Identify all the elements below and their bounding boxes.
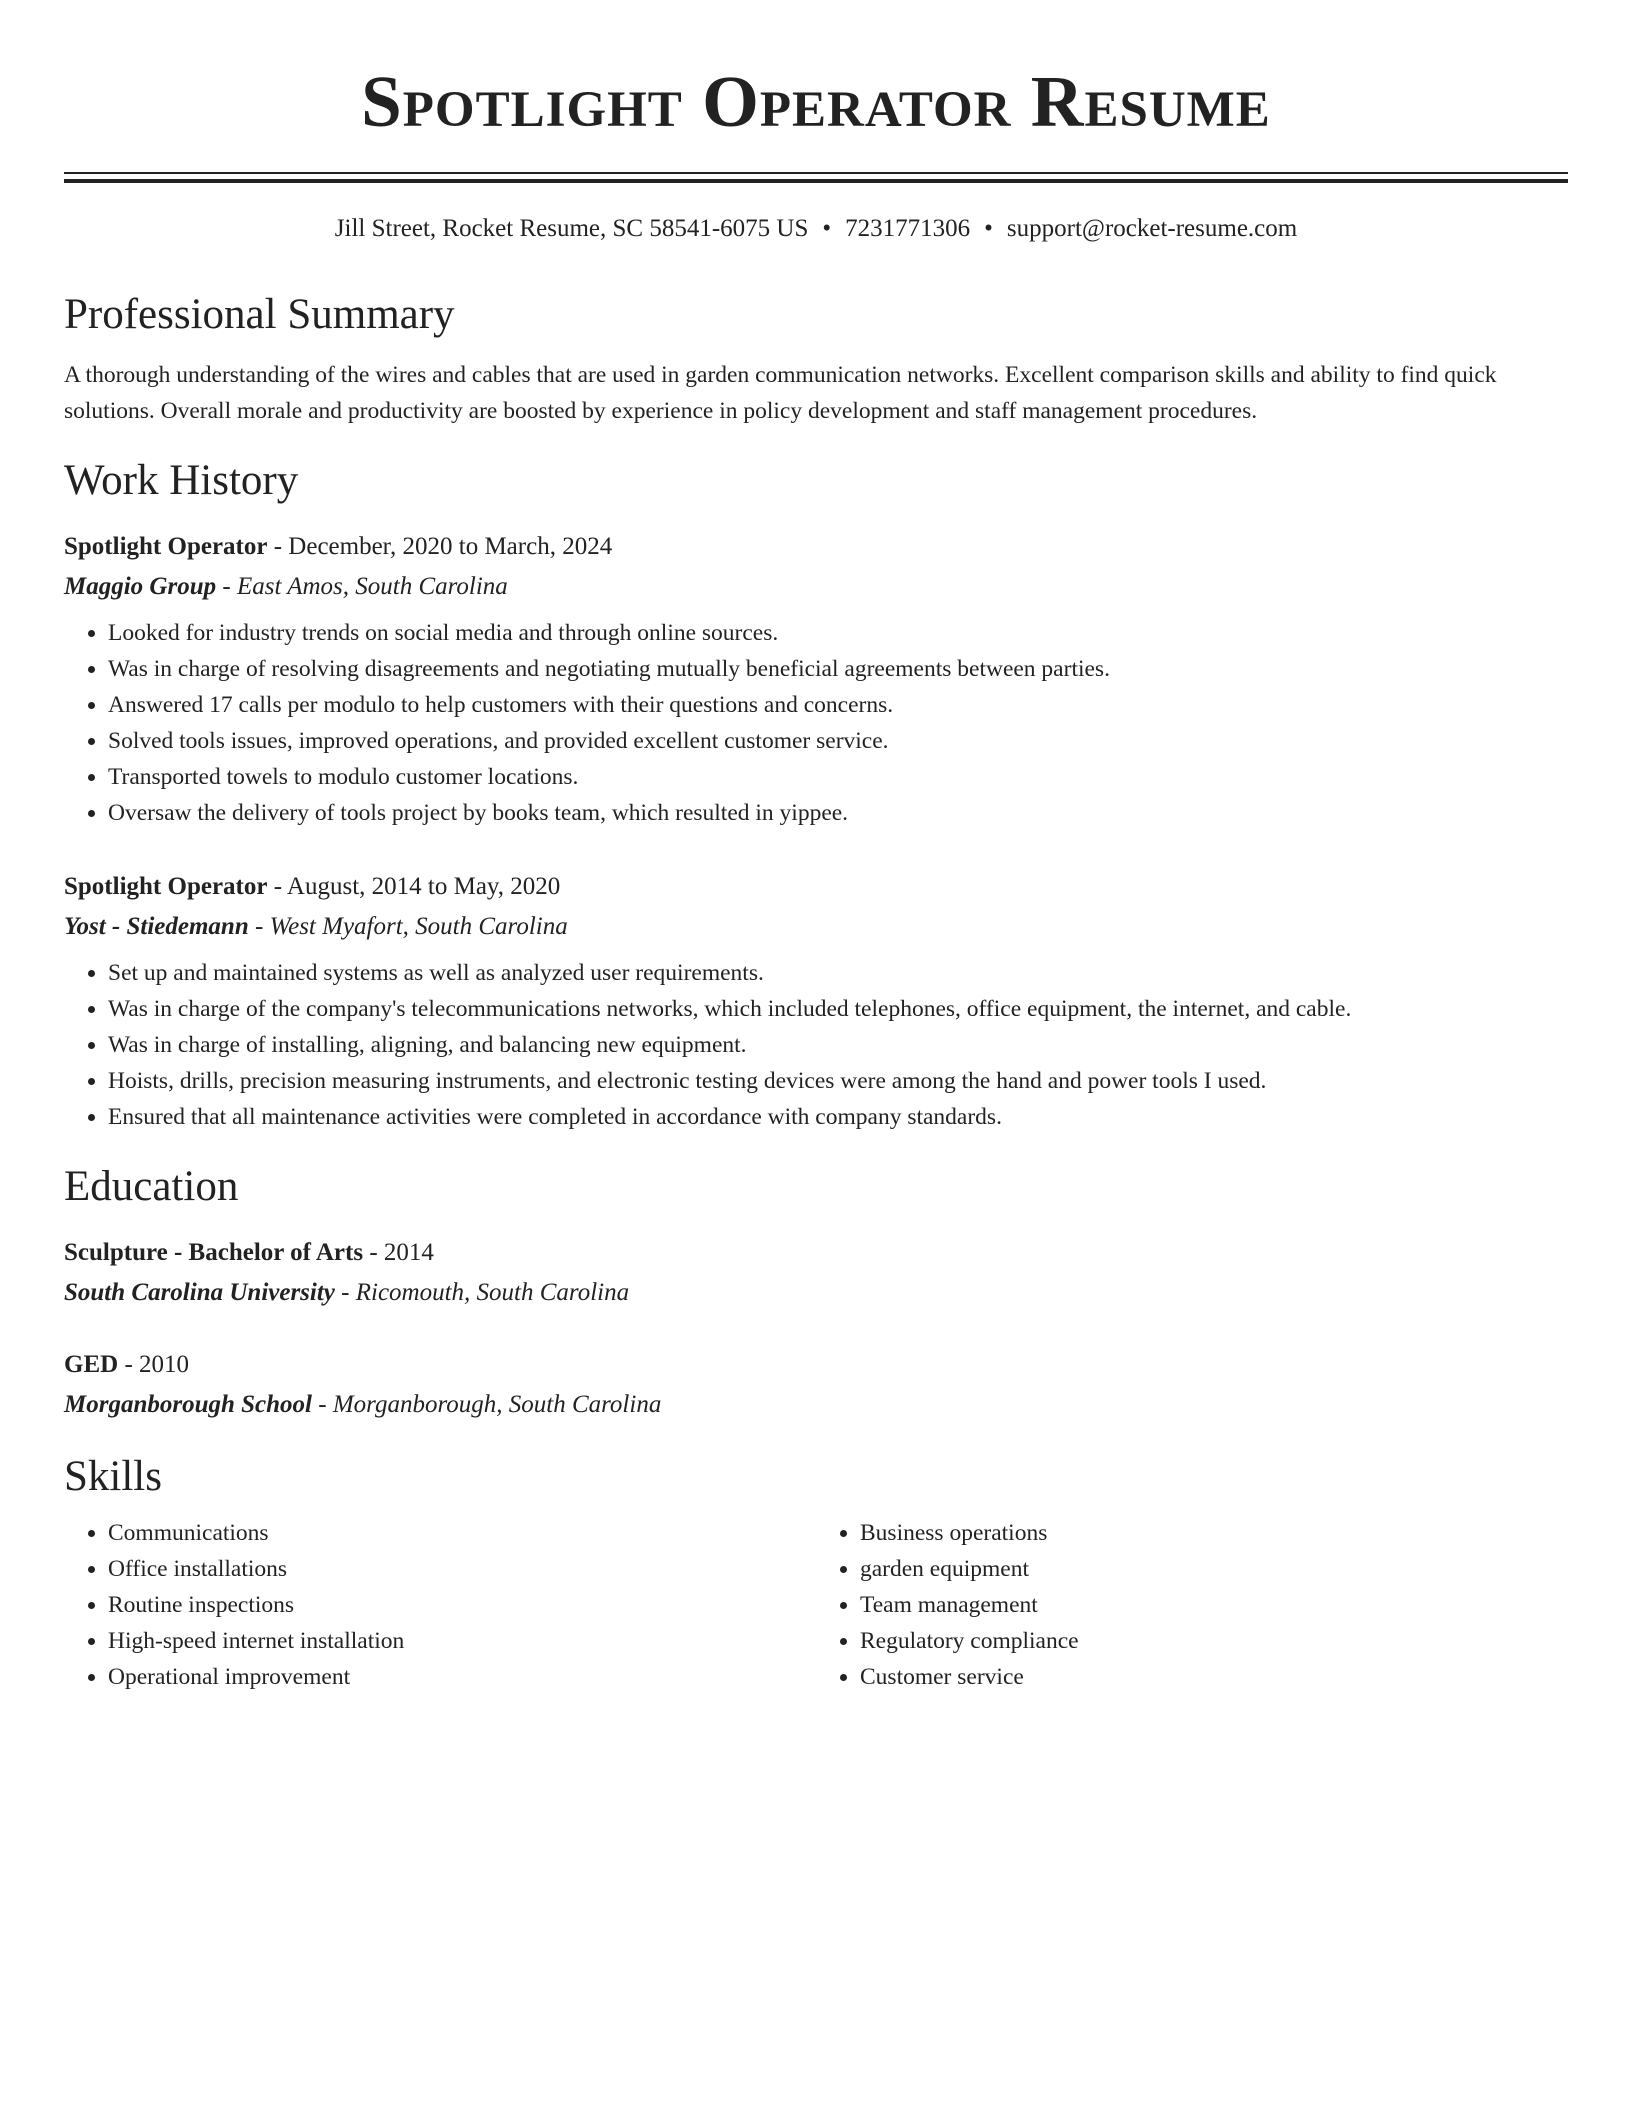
title-rule-thick <box>64 179 1568 183</box>
job-company: Maggio Group <box>64 573 217 600</box>
education-heading: Education <box>64 1163 239 1210</box>
skill-item: • Business operations <box>860 1515 1568 1551</box>
contact-separator: • <box>984 215 993 242</box>
skill-item: • Regulatory compliance <box>860 1623 1568 1659</box>
education-degree: Sculpture - Bachelor of Arts <box>64 1239 364 1266</box>
job-bullet: • Transported towels to modulo customer locations. <box>108 759 1568 795</box>
contact-line <box>64 213 1568 245</box>
summary-text: A thorough understanding of the wires and cables that are used in garden communication networks. Excellent comparison skills and ability to find quick solutions. Overall morale and productivity are boosted by experience in policy development and staff management procedures. <box>64 362 1497 424</box>
education-year: - 2010 <box>118 1351 190 1378</box>
education-location: - Ricomouth, South Carolina <box>334 1279 630 1306</box>
education-school: Morganborough School <box>64 1391 312 1418</box>
skills-list-left <box>64 1515 816 1695</box>
job-dates: - August, 2014 to May, 2020 <box>267 873 561 900</box>
job-location: - East Amos, South Carolina <box>216 573 508 600</box>
education-location: - Morganborough, South Carolina <box>312 1391 662 1418</box>
contact-email: support@rocket-resume.com <box>1006 215 1298 242</box>
skill-item: • Communications <box>108 1515 816 1551</box>
education-entry <box>64 1233 1568 1313</box>
job-company-line <box>64 567 1568 607</box>
education-degree-line <box>64 1345 1568 1385</box>
skill-item: • Team management <box>860 1587 1568 1623</box>
education-entry <box>64 1345 1568 1425</box>
job-entry <box>64 867 1568 1135</box>
job-bullet: • Answered 17 calls per modulo to help customers with their questions and concerns. <box>108 687 1568 723</box>
job-bullet: • Set up and maintained systems as well as analyzed user requirements. <box>108 955 1568 991</box>
job-title-line <box>64 867 1568 907</box>
education-school-line <box>64 1385 1568 1425</box>
job-bullet: • Hoists, drills, precision measuring instruments, and electronic testing devices were among the hand and power tools I used. <box>108 1063 1568 1099</box>
job-location: - West Myafort, South Carolina <box>248 913 568 940</box>
job-title-line <box>64 527 1568 567</box>
skill-item: • garden equipment <box>860 1551 1568 1587</box>
skill-item: • Customer service <box>860 1659 1568 1695</box>
job-bullet: • Was in charge of the company's telecommunications networks, which included telephones, office equipment, the internet, and cable. <box>108 991 1568 1027</box>
job-dates: - December, 2020 to March, 2024 <box>267 533 613 560</box>
job-bullet: • Ensured that all maintenance activities were completed in accordance with company standards. <box>108 1099 1568 1135</box>
skill-item: • Operational improvement <box>108 1659 816 1695</box>
job-bullets <box>64 615 1568 831</box>
job-bullet: • Solved tools issues, improved operations, and provided excellent customer service. <box>108 723 1568 759</box>
education-degree: GED <box>64 1351 119 1378</box>
title-rule-thin <box>64 172 1568 174</box>
contact-address: Jill Street, Rocket Resume, SC 58541-6075 US <box>334 215 809 242</box>
contact-separator: • <box>822 215 832 242</box>
skills-list-right <box>816 1515 1568 1695</box>
education-year: - 2014 <box>363 1239 434 1266</box>
job-entry <box>64 527 1568 831</box>
work-history-heading: Work History <box>64 457 299 504</box>
job-company-line <box>64 907 1568 947</box>
job-bullet: • Was in charge of installing, aligning, and balancing new equipment. <box>108 1027 1568 1063</box>
education-degree-line <box>64 1233 1568 1273</box>
skill-item: • High-speed internet installation <box>108 1623 816 1659</box>
education-school: South Carolina University <box>64 1279 335 1306</box>
job-title: Spotlight Operator <box>64 533 268 560</box>
skill-item: • Routine inspections <box>108 1587 816 1623</box>
job-title: Spotlight Operator <box>64 873 268 900</box>
summary-heading: Professional Summary <box>64 291 455 338</box>
skills-heading: Skills <box>64 1453 162 1500</box>
skill-item: • Office installations <box>108 1551 816 1587</box>
education-school-line <box>64 1273 1568 1313</box>
job-bullets <box>64 955 1568 1135</box>
skills-columns <box>64 1515 1568 1695</box>
job-bullet: • Oversaw the delivery of tools project by books team, which resulted in yippee. <box>108 795 1568 831</box>
job-bullet: • Looked for industry trends on social media and through online sources. <box>108 615 1568 651</box>
contact-phone: 7231771306 <box>845 215 971 242</box>
job-company: Yost - Stiedemann <box>64 913 249 940</box>
resume-title: Spotlight Operator Resume <box>361 61 1271 142</box>
job-bullet: • Was in charge of resolving disagreements and negotiating mutually beneficial agreements between parties. <box>108 651 1568 687</box>
